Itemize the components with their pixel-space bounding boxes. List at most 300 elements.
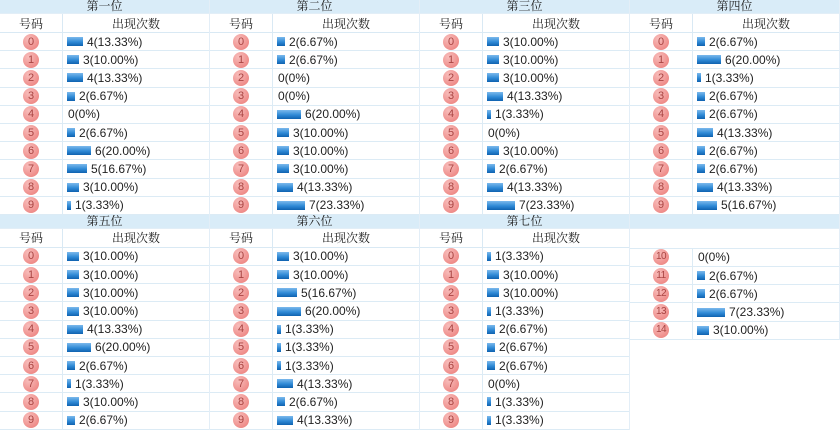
number-cell [210,179,273,196]
frequency-row [420,339,629,357]
number-badge: 3 [443,88,459,104]
number-cell [420,248,483,265]
frequency-bar [67,73,83,82]
panel-title: 第五位 [0,215,209,229]
count-cell [483,321,629,338]
number-cell [210,302,273,319]
frequency-bar [487,361,495,370]
count-cell [483,142,629,159]
number-badge: 5 [233,339,249,355]
frequency-bar [67,37,83,46]
rows-container [630,33,839,215]
position-panel [630,215,840,340]
frequency-label: 1(3.33%) [495,304,544,319]
frequency-row [0,88,209,106]
frequency-bar [487,55,499,64]
number-cell [210,69,273,86]
frequency-row [0,51,209,69]
number-badge: 2 [233,70,249,86]
frequency-row [420,248,629,266]
frequency-row [420,321,629,339]
number-badge: 5 [23,339,39,355]
count-cell [63,160,209,177]
number-badge: 2 [653,70,669,86]
frequency-label: 1(3.33%) [285,358,334,373]
panel-title [630,215,839,229]
frequency-label: 2(6.67%) [79,413,128,428]
frequency-label: 2(6.67%) [289,34,338,49]
number-badge: 3 [653,88,669,104]
number-cell [420,375,483,392]
count-cell [273,142,419,159]
number-cell [0,321,63,338]
frequency-label: 5(16.67%) [91,161,147,176]
number-cell [630,142,693,159]
frequency-bar [277,307,301,316]
number-badge: 6 [23,143,39,159]
frequency-row [0,33,209,51]
frequency-bar [697,37,705,46]
number-cell [630,197,693,214]
number-badge: 1 [23,52,39,68]
number-cell [630,179,693,196]
number-cell [420,302,483,319]
number-badge: 7 [653,161,669,177]
frequency-label: 4(13.33%) [87,322,143,337]
count-cell [63,124,209,141]
number-badge: 3 [23,303,39,319]
rows-container [210,248,419,430]
count-cell [483,51,629,68]
number-badge: 8 [443,179,459,195]
count-column-header: 出现次数 [111,231,160,246]
frequency-label: 3(10.00%) [83,394,139,409]
count-cell [693,124,839,141]
count-cell [273,69,419,86]
frequency-bar [487,110,491,119]
count-cell [273,321,419,338]
frequency-label: 3(10.00%) [293,249,349,264]
count-cell [273,248,419,265]
count-cell [273,284,419,301]
position-panel [0,0,210,215]
frequency-row [210,69,419,87]
frequency-bar [67,325,83,334]
number-cell [210,106,273,123]
frequency-label: 2(6.67%) [709,89,758,104]
frequency-bar [277,325,281,334]
frequency-row [630,106,839,124]
frequency-label: 2(6.67%) [499,358,548,373]
frequency-row [0,179,209,197]
number-cell [630,33,693,50]
frequency-label: 6(20.00%) [95,143,151,158]
number-cell [210,124,273,141]
count-column-header: 出现次数 [531,231,580,246]
count-cell [63,88,209,105]
number-cell [210,284,273,301]
number-badge: 7 [233,161,249,177]
count-cell [483,375,629,392]
count-cell [483,248,629,265]
frequency-row [420,357,629,375]
frequency-bar [277,37,285,46]
frequency-row [210,339,419,357]
number-cell [210,393,273,410]
number-cell [420,179,483,196]
number-column-header: 号码 [210,14,273,32]
count-column-header: 出现次数 [531,16,580,31]
count-cell [483,357,629,374]
frequency-row [0,302,209,320]
frequency-label: 2(6.67%) [79,89,128,104]
rows-container [630,248,839,340]
frequency-label: 3(10.00%) [503,267,559,282]
frequency-row [0,69,209,87]
frequency-row [630,142,839,160]
frequency-row [420,266,629,284]
frequency-label: 3(10.00%) [503,52,559,67]
frequency-label: 3(10.00%) [503,285,559,300]
number-badge: 6 [233,143,249,159]
frequency-label: 3(10.00%) [503,70,559,85]
frequency-bar [697,92,705,101]
frequency-bar [67,55,79,64]
header-spacer [630,229,839,248]
count-cell [273,106,419,123]
frequency-bar [487,252,491,261]
count-cell [63,69,209,86]
number-badge: 8 [443,394,459,410]
frequency-label: 2(6.67%) [289,394,338,409]
frequency-bar [487,325,495,334]
count-cell [483,33,629,50]
count-cell [273,51,419,68]
count-cell [483,197,629,214]
number-badge: 2 [443,285,459,301]
frequency-row [420,69,629,87]
number-badge: 9 [443,412,459,428]
frequency-row [630,124,839,142]
frequency-label: 2(6.67%) [289,52,338,67]
number-badge: 4 [233,321,249,337]
number-badge: 0 [653,34,669,50]
frequency-bar [277,146,289,155]
number-cell [420,393,483,410]
frequency-label: 3(10.00%) [293,125,349,140]
number-badge: 9 [23,412,39,428]
number-badge: 4 [233,106,249,122]
number-badge: 1 [443,267,459,283]
number-cell [0,106,63,123]
frequency-row [630,179,839,197]
count-cell [63,393,209,410]
frequency-bar [277,128,289,137]
number-badge: 2 [443,70,459,86]
count-cell [63,33,209,50]
frequency-row [210,375,419,393]
frequency-bar [487,416,491,425]
frequency-row [630,303,839,321]
frequency-row [210,142,419,160]
frequency-row [630,197,839,215]
frequency-bar [487,307,491,316]
frequency-row [210,179,419,197]
frequency-row [0,248,209,266]
count-cell [693,69,839,86]
count-cell [63,357,209,374]
frequency-label: 5(16.67%) [301,285,357,300]
number-cell [0,302,63,319]
number-badge: 1 [23,267,39,283]
count-column-header: 出现次数 [321,231,370,246]
number-badge: 1 [443,52,459,68]
number-cell [0,393,63,410]
number-cell [420,124,483,141]
frequency-row [0,142,209,160]
number-badge: 3 [23,88,39,104]
frequency-bar [697,55,721,64]
panel-title: 第一位 [0,0,209,14]
count-cell [693,179,839,196]
count-cell [273,179,419,196]
number-badge: 0 [23,248,39,264]
panel-title: 第七位 [420,215,629,229]
frequency-row [630,160,839,178]
frequency-bar [697,164,705,173]
frequency-bar [697,146,705,155]
number-cell [630,88,693,105]
frequency-bar [697,289,705,298]
frequency-label: 2(6.67%) [709,107,758,122]
frequency-row [0,106,209,124]
count-cell [63,197,209,214]
frequency-label: 3(10.00%) [293,267,349,282]
count-cell [483,339,629,356]
number-cell [0,266,63,283]
frequency-label: 2(6.67%) [79,358,128,373]
frequency-label: 1(3.33%) [495,413,544,428]
count-cell [483,393,629,410]
number-badge: 12 [653,286,669,302]
frequency-label: 7(23.33%) [519,198,575,213]
frequency-label: 2(6.67%) [499,161,548,176]
number-badge: 8 [23,394,39,410]
number-badge: 5 [233,125,249,141]
position-panel [0,215,210,430]
rows-container [420,248,629,430]
number-cell [210,412,273,429]
frequency-label: 1(3.33%) [705,70,754,85]
frequency-label: 0(0%) [488,125,521,140]
count-column-header: 出现次数 [111,16,160,31]
frequency-label: 0(0%) [278,70,311,85]
frequency-row [420,284,629,302]
count-cell [693,197,839,214]
frequency-label: 1(3.33%) [75,376,124,391]
frequency-bar [67,288,79,297]
number-cell [0,160,63,177]
frequency-row [420,302,629,320]
frequency-label: 2(6.67%) [79,125,128,140]
frequency-bar [697,326,709,335]
frequency-bar [67,307,79,316]
count-cell [693,303,839,320]
frequency-label: 3(10.00%) [83,52,139,67]
frequency-label: 7(23.33%) [309,198,365,213]
frequency-row [0,357,209,375]
frequency-bar [487,164,495,173]
count-column-header: 出现次数 [741,16,790,31]
frequency-bar [67,201,71,210]
number-cell [210,142,273,159]
frequency-bar [487,270,499,279]
frequency-label: 4(13.33%) [87,70,143,85]
count-cell [63,51,209,68]
number-column-header: 号码 [420,14,483,32]
frequency-label: 4(13.33%) [297,376,353,391]
number-column-header: 号码 [0,14,63,32]
frequency-row [210,33,419,51]
frequency-row [210,88,419,106]
frequency-label: 1(3.33%) [285,340,334,355]
frequency-bar [277,55,285,64]
count-cell [63,248,209,265]
frequency-row [210,106,419,124]
column-header-row [420,14,629,33]
frequency-bar [67,164,87,173]
frequency-row [0,160,209,178]
frequency-label: 4(13.33%) [507,89,563,104]
number-badge: 11 [653,268,669,284]
count-cell [693,142,839,159]
rows-container [210,33,419,215]
count-cell [63,321,209,338]
number-cell [420,266,483,283]
number-cell [210,375,273,392]
frequency-label: 3(10.00%) [83,285,139,300]
frequency-bar [67,183,79,192]
frequency-bar [277,397,285,406]
number-cell [630,124,693,141]
rows-container [420,33,629,215]
frequency-label: 0(0%) [278,89,311,104]
frequency-bar [277,252,289,261]
count-cell [63,339,209,356]
frequency-row [210,51,419,69]
count-cell [483,160,629,177]
frequency-bar [67,128,75,137]
number-cell [0,69,63,86]
number-badge: 14 [653,322,669,338]
frequency-row [420,106,629,124]
frequency-label: 7(23.33%) [729,305,785,320]
count-cell [63,179,209,196]
number-badge: 4 [443,106,459,122]
number-badge: 4 [23,321,39,337]
frequency-label: 2(6.67%) [709,161,758,176]
number-badge: 5 [443,339,459,355]
panel-title: 第四位 [630,0,839,14]
number-badge: 7 [23,161,39,177]
frequency-label: 3(10.00%) [293,161,349,176]
number-cell [0,142,63,159]
frequency-row [210,302,419,320]
number-badge: 6 [443,358,459,374]
number-cell [0,412,63,429]
number-badge: 2 [233,285,249,301]
frequency-row [420,33,629,51]
column-header-row [0,229,209,248]
frequency-bar [67,252,79,261]
frequency-row [210,321,419,339]
frequency-row [420,88,629,106]
number-badge: 9 [443,197,459,213]
count-cell [273,339,419,356]
number-badge: 0 [23,34,39,50]
number-cell [210,266,273,283]
frequency-bar [277,288,297,297]
number-cell [210,88,273,105]
number-badge: 8 [653,179,669,195]
count-cell [483,88,629,105]
frequency-bar [487,37,499,46]
frequency-label: 4(13.33%) [297,180,353,195]
count-cell [483,69,629,86]
frequency-bar [277,361,281,370]
count-cell [693,33,839,50]
number-cell [630,69,693,86]
number-cell [630,51,693,68]
column-header-row [210,14,419,33]
frequency-row [0,124,209,142]
count-cell [693,267,839,284]
frequency-bar [697,110,705,119]
frequency-label: 2(6.67%) [499,340,548,355]
frequency-label: 4(13.33%) [87,34,143,49]
frequency-row [210,357,419,375]
count-cell [693,249,839,266]
frequency-row [420,412,629,430]
frequency-row [0,284,209,302]
count-cell [693,106,839,123]
number-badge: 7 [443,376,459,392]
number-badge: 9 [23,197,39,213]
number-badge: 1 [233,52,249,68]
frequency-row [0,412,209,430]
count-cell [693,285,839,302]
number-badge: 2 [23,70,39,86]
number-cell [420,33,483,50]
number-badge: 6 [23,358,39,374]
position-panel [210,0,420,215]
number-cell [0,33,63,50]
number-cell [210,33,273,50]
number-cell [210,51,273,68]
number-badge: 3 [233,88,249,104]
number-badge: 3 [443,303,459,319]
count-cell [693,51,839,68]
frequency-label: 4(13.33%) [297,413,353,428]
frequency-label: 2(6.67%) [499,322,548,337]
count-cell [483,266,629,283]
number-badge: 5 [23,125,39,141]
count-cell [273,197,419,214]
number-cell [630,249,693,266]
frequency-row [0,375,209,393]
frequency-label: 6(20.00%) [725,52,781,67]
number-cell [0,197,63,214]
